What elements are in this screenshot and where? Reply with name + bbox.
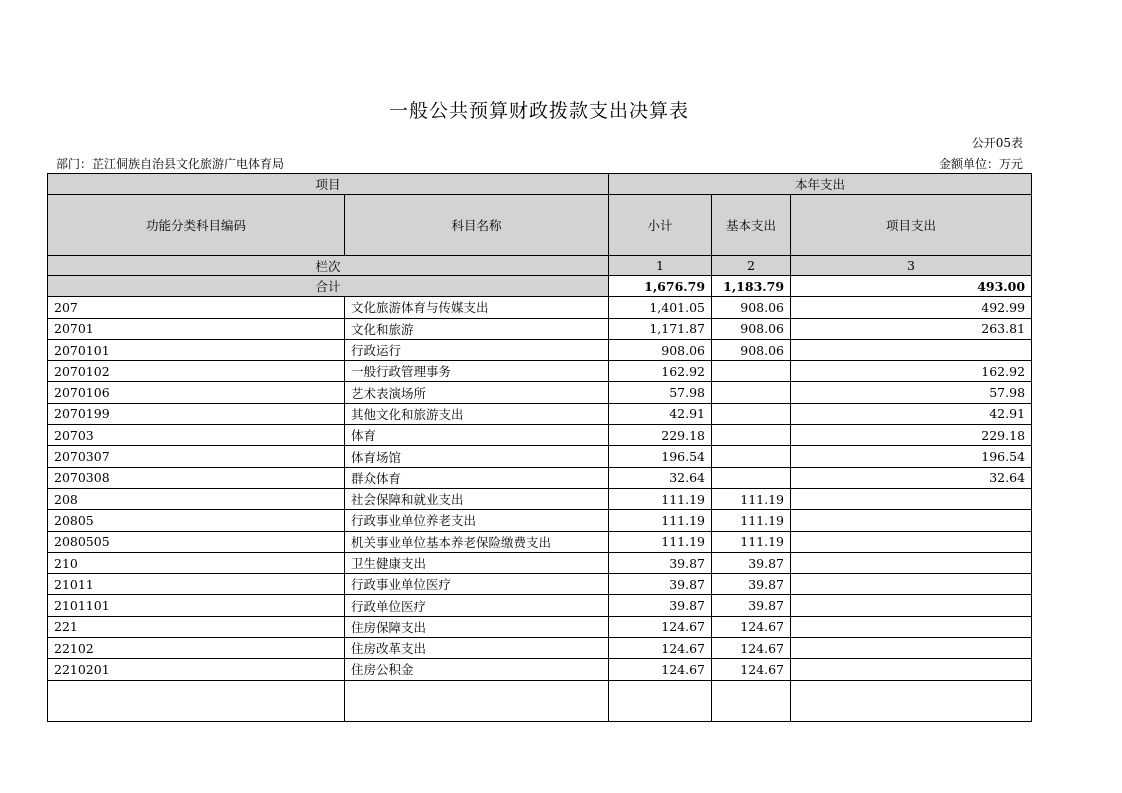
row-project: 162.92 [791, 361, 1032, 382]
row-basic: 111.19 [712, 510, 791, 531]
header-item: 项目 [48, 174, 609, 195]
header-row-top [48, 174, 1032, 195]
row-basic: 908.06 [712, 339, 791, 360]
blank-cell [712, 680, 791, 721]
row-subtotal: 196.54 [609, 446, 712, 467]
row-project: 229.18 [791, 425, 1032, 446]
row-project: 263.81 [791, 318, 1032, 339]
row-basic [712, 403, 791, 424]
row-subtotal: 124.67 [609, 638, 712, 659]
row-basic: 124.67 [712, 659, 791, 680]
table-row [48, 403, 1032, 424]
row-basic [712, 467, 791, 488]
table-row [48, 488, 1032, 509]
row-code: 2080505 [48, 531, 345, 552]
row-code: 2070101 [48, 339, 345, 360]
row-name: 群众体育 [345, 467, 609, 488]
table-row [48, 318, 1032, 339]
budget-table [47, 173, 1032, 722]
row-project [791, 488, 1032, 509]
row-subtotal: 57.98 [609, 382, 712, 403]
department-label: 部门：芷江侗族自治县文化旅游广电体育局 [56, 157, 285, 171]
row-code: 221 [48, 616, 345, 637]
total-subtotal: 1,676.79 [609, 276, 712, 297]
row-name: 行政事业单位医疗 [345, 574, 609, 595]
row-code: 2070308 [48, 467, 345, 488]
row-project [791, 510, 1032, 531]
row-code: 2070199 [48, 403, 345, 424]
page-title: 一般公共预算财政拨款支出决算表 [388, 100, 689, 122]
row-code: 210 [48, 552, 345, 573]
row-basic [712, 425, 791, 446]
row-name: 机关事业单位基本养老保险缴费支出 [345, 531, 609, 552]
row-project [791, 638, 1032, 659]
seq-3: 3 [791, 256, 1032, 276]
table-row [48, 297, 1032, 318]
row-subtotal: 124.67 [609, 616, 712, 637]
header-current-year: 本年支出 [609, 174, 1032, 195]
row-name: 文化和旅游 [345, 318, 609, 339]
row-name: 住房改革支出 [345, 638, 609, 659]
total-project: 493.00 [791, 276, 1032, 297]
row-code: 2070102 [48, 361, 345, 382]
row-subtotal: 111.19 [609, 510, 712, 531]
row-code: 20701 [48, 318, 345, 339]
row-name: 社会保障和就业支出 [345, 488, 609, 509]
row-subtotal: 111.19 [609, 531, 712, 552]
row-basic: 39.87 [712, 552, 791, 573]
row-project: 57.98 [791, 382, 1032, 403]
row-code: 2210201 [48, 659, 345, 680]
row-name: 住房公积金 [345, 659, 609, 680]
row-name: 其他文化和旅游支出 [345, 403, 609, 424]
row-subtotal: 908.06 [609, 339, 712, 360]
row-basic: 124.67 [712, 638, 791, 659]
blank-row [48, 680, 1032, 721]
row-name: 行政运行 [345, 339, 609, 360]
table-row [48, 638, 1032, 659]
header-project: 项目支出 [791, 195, 1032, 256]
header-subtotal: 小计 [609, 195, 712, 256]
row-name: 住房保障支出 [345, 616, 609, 637]
row-name: 艺术表演场所 [345, 382, 609, 403]
row-basic: 111.19 [712, 531, 791, 552]
table-row [48, 382, 1032, 403]
row-subtotal: 229.18 [609, 425, 712, 446]
table-row [48, 574, 1032, 595]
row-subtotal: 1,401.05 [609, 297, 712, 318]
table-row [48, 467, 1032, 488]
row-subtotal: 1,171.87 [609, 318, 712, 339]
blank-cell [345, 680, 609, 721]
row-name: 体育 [345, 425, 609, 446]
row-name: 卫生健康支出 [345, 552, 609, 573]
row-name: 文化旅游体育与传媒支出 [345, 297, 609, 318]
row-subtotal: 39.87 [609, 552, 712, 573]
header-name: 科目名称 [345, 195, 609, 256]
row-code: 20805 [48, 510, 345, 531]
row-code: 207 [48, 297, 345, 318]
table-row [48, 531, 1032, 552]
row-project [791, 616, 1032, 637]
row-basic [712, 382, 791, 403]
row-project [791, 574, 1032, 595]
row-project [791, 659, 1032, 680]
row-code: 20703 [48, 425, 345, 446]
row-code: 21011 [48, 574, 345, 595]
row-subtotal: 32.64 [609, 467, 712, 488]
table-row [48, 552, 1032, 573]
form-number: 公开05表 [971, 136, 1023, 150]
blank-cell [609, 680, 712, 721]
row-project: 492.99 [791, 297, 1032, 318]
row-project: 32.64 [791, 467, 1032, 488]
blank-cell [48, 680, 345, 721]
row-basic: 39.87 [712, 574, 791, 595]
table-row [48, 616, 1032, 637]
row-name: 体育场馆 [345, 446, 609, 467]
row-project [791, 595, 1032, 616]
blank-cell [791, 680, 1032, 721]
table-row [48, 659, 1032, 680]
total-row [48, 276, 1032, 297]
row-basic [712, 446, 791, 467]
amount-unit-label: 金额单位：万元 [938, 157, 1023, 171]
row-name: 一般行政管理事务 [345, 361, 609, 382]
row-basic: 908.06 [712, 297, 791, 318]
row-basic: 111.19 [712, 488, 791, 509]
table-row [48, 595, 1032, 616]
row-subtotal: 124.67 [609, 659, 712, 680]
header-code: 功能分类科目编码 [48, 195, 345, 256]
row-code: 208 [48, 488, 345, 509]
row-subtotal: 39.87 [609, 574, 712, 595]
row-basic: 908.06 [712, 318, 791, 339]
seq-1: 1 [609, 256, 712, 276]
total-basic: 1,183.79 [712, 276, 791, 297]
table-row [48, 446, 1032, 467]
column-sequence-row [48, 256, 1032, 276]
row-basic: 39.87 [712, 595, 791, 616]
row-subtotal: 162.92 [609, 361, 712, 382]
row-code: 2070307 [48, 446, 345, 467]
row-subtotal: 39.87 [609, 595, 712, 616]
row-code: 2101101 [48, 595, 345, 616]
row-project [791, 552, 1032, 573]
table-row [48, 339, 1032, 360]
table-row [48, 425, 1032, 446]
header-row-main [48, 195, 1032, 256]
row-project [791, 339, 1032, 360]
table-row [48, 510, 1032, 531]
row-basic [712, 361, 791, 382]
total-label: 合计 [48, 276, 609, 297]
row-code: 2070106 [48, 382, 345, 403]
seq-label: 栏次 [48, 256, 609, 276]
row-subtotal: 42.91 [609, 403, 712, 424]
row-name: 行政事业单位养老支出 [345, 510, 609, 531]
row-project: 196.54 [791, 446, 1032, 467]
header-basic: 基本支出 [712, 195, 791, 256]
row-name: 行政单位医疗 [345, 595, 609, 616]
table-row [48, 361, 1032, 382]
row-project: 42.91 [791, 403, 1032, 424]
row-code: 22102 [48, 638, 345, 659]
row-subtotal: 111.19 [609, 488, 712, 509]
row-basic: 124.67 [712, 616, 791, 637]
row-project [791, 531, 1032, 552]
seq-2: 2 [712, 256, 791, 276]
